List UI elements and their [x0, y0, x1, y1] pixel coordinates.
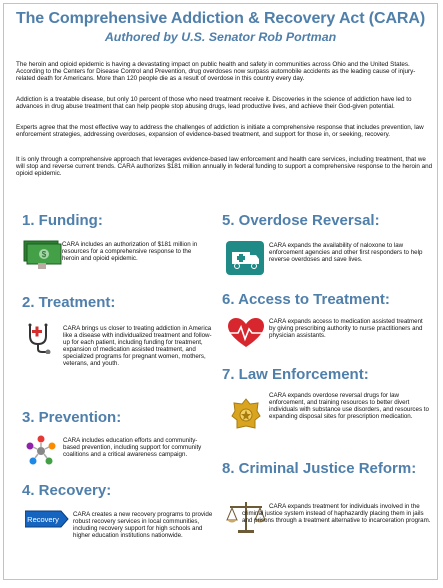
section-heading-law-enforcement: 7. Law Enforcement:	[222, 366, 369, 383]
recovery-sign-icon	[25, 510, 69, 528]
section-heading-treatment: 2. Treatment:	[22, 294, 116, 311]
section-text-funding: CARA includes an authorization of $181 million in resources for a comprehensive response to the heroin and opioid epidemic.	[62, 241, 198, 263]
section-heading-prevention: 3. Prevention:	[22, 409, 122, 426]
intro-paragraph-1: The heroin and opioid epidemic is having a devastating impact on public health and safety in communities across Ohio and the United States. According to the Centers for Disease Control and Prevention, drug overdoses now surpass automobile accidents as the leading cause of injury-related death for Americans. More than 120 people die as a result of overdose in this country every day.	[16, 61, 416, 83]
recovery-sign-label: Recovery	[27, 515, 59, 524]
section-text-prevention: CARA includes education efforts and community-based prevention, including support for community coalitions and a critical awareness campaign.	[63, 437, 202, 459]
section-heading-access-to-treatment: 6. Access to Treatment:	[222, 291, 390, 308]
section-text-overdose-reversal: CARA expands the availability of naloxone to law enforcement agencies and other first responders to help reverse overdoses and save lives.	[269, 242, 423, 264]
cara-fact-sheet	[3, 3, 438, 580]
section-text-access-to-treatment: CARA expands access to medication assisted treatment by giving prescribing authority to nurse practitioners and physician assistants.	[269, 318, 423, 340]
intro-paragraph-4: It is only through a comprehensive approach that leverages evidence-based law enforcement and health care services, including treatment, that we will stop and reverse current trends. CARA authorizes $181 million annually in federal funding to support a comprehensive response to the heroin and opioid epidemic.	[16, 156, 433, 178]
page-title: The Comprehensive Addiction & Recovery Act (CARA)	[15, 10, 426, 27]
section-heading-overdose-reversal: 5. Overdose Reversal:	[222, 212, 380, 229]
section-text-criminal-justice-reform: CARA expands treatment for individuals involved in the criminal justice system instead of haphazardly placing them in jails and prisons through a treatment alternative to incarceration program.	[242, 503, 431, 525]
section-text-law-enforcement: CARA expands overdose reversal drugs for law enforcement, and training resources to better divert individuals with substance use disorders, and resources to expanding disposal sites for prescription medication.	[269, 392, 429, 421]
section-heading-recovery: 4. Recovery:	[22, 482, 112, 499]
stethoscope-icon	[24, 322, 54, 359]
intro-paragraph-3: Experts agree that the most effective way to address the challenges of addiction is initiate a comprehensive response that includes prevention, law enforcement strategies, addressing overdoses, expansion of evidence-based treatment, and support for those in, or seeking, recovery.	[16, 124, 424, 139]
community-icon	[24, 434, 58, 473]
heart-pulse-icon	[226, 317, 266, 356]
page-subtitle: Authored by U.S. Senator Rob Portman	[104, 30, 337, 44]
section-text-treatment: CARA brings us closer to treating addiction in America like a disease with individualized treatment and follow-up for each patient, including funding for treatment, expansion of medication assisted treatment, and specialized programs for pregnant women, mothers, veterans, and youth.	[63, 325, 212, 368]
money-icon	[22, 237, 62, 276]
section-heading-criminal-justice-reform: 8. Criminal Justice Reform:	[222, 460, 417, 477]
police-badge-icon	[231, 398, 261, 437]
section-heading-funding: 1. Funding:	[22, 212, 103, 229]
intro-paragraph-2: Addiction is a treatable disease, but only 10 percent of those who need treatment receive it. Discoveries in the science of addiction have led to advances in drug abuse treatment that can help people stop abusing drugs, lead productive lives, and achieve their God-given potential.	[16, 96, 412, 111]
ambulance-icon	[226, 241, 264, 280]
svg-text:$: $	[41, 250, 47, 259]
section-text-recovery: CARA creates a new recovery programs to provide robust recovery services in local communities, including recovery support for high schools and higher education institutions nationwide.	[73, 511, 213, 540]
